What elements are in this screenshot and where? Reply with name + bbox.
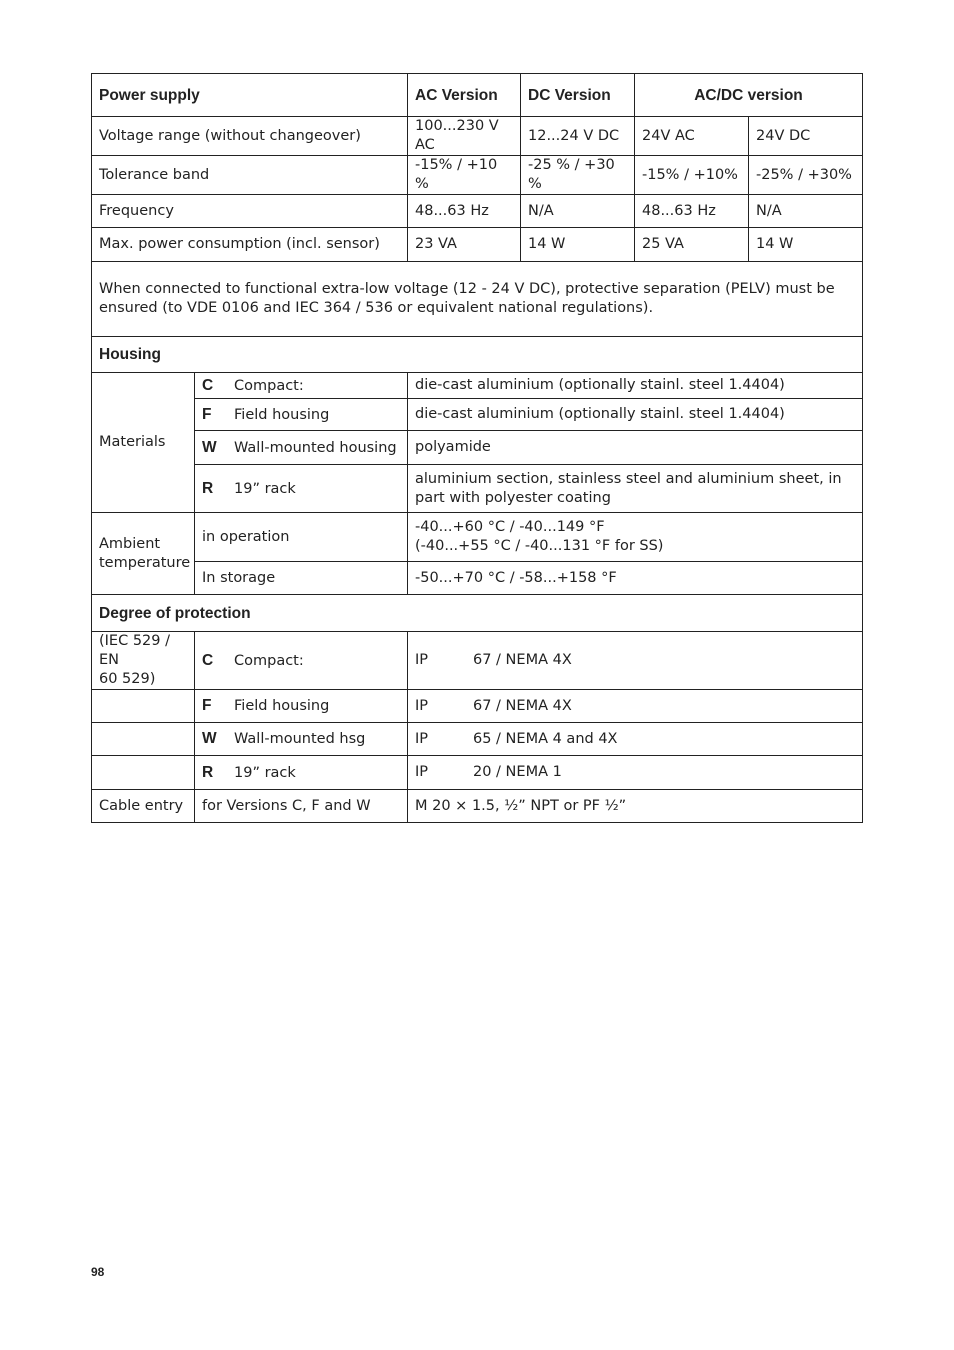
power-consumption-dc: 14 W: [521, 228, 635, 262]
voltage-range-acdc-dc: 24V DC: [749, 117, 863, 156]
rating: 20 / NEMA 1: [473, 764, 562, 780]
ip-label: IP: [415, 764, 429, 780]
material-value-wall: polyamide: [408, 431, 863, 465]
ip-label: IP: [415, 652, 429, 668]
table-row: [92, 373, 863, 399]
protection-type-compact: [195, 632, 408, 690]
frequency-acdc-dc: N/A: [749, 195, 863, 228]
housing-header-row: [92, 337, 863, 373]
table-row: [92, 228, 863, 262]
code-f: F: [202, 405, 212, 423]
storage-label: In storage: [195, 562, 408, 595]
pelv-note-line-1: When connected to functional extra-low voltage (12 - 24 V DC), protective separation (PELV) must be: [99, 281, 835, 297]
specifications-table: [91, 73, 863, 823]
material-type-wall: [195, 431, 408, 465]
protection-standard: [92, 632, 195, 690]
pelv-note-line-2: ensured (to VDE 0106 and IEC 364 / 536 or equivalent national regulations).: [99, 300, 654, 316]
ambient-temperature-label: [92, 513, 195, 595]
table-row: [92, 513, 863, 562]
code-w: W: [202, 730, 217, 747]
type-name: Field housing: [234, 406, 330, 423]
table-row: [92, 399, 863, 431]
type-name: 19ˮ rack: [234, 764, 296, 781]
empty-cell: [92, 756, 195, 790]
ip-label: IP: [415, 697, 429, 714]
protection-value-compact: [408, 632, 863, 690]
power-consumption-acdc-dc: 14 W: [749, 228, 863, 262]
code-r: R: [202, 479, 214, 497]
table-row: [92, 790, 863, 823]
protection-value-wall: [408, 723, 863, 756]
code-c: C: [202, 376, 214, 394]
protection-value-rack: [408, 756, 863, 790]
cable-entry-value: M 20 × 1.5, ½ˮ NPT or PF ½ˮ: [408, 790, 863, 823]
power-supply-header-row: [92, 74, 863, 117]
material-value-rack: [408, 465, 863, 513]
material-type-field: [195, 399, 408, 431]
material-type-compact: [195, 373, 408, 399]
empty-cell: [92, 723, 195, 756]
tolerance-band-ac: -15% / +10 %: [408, 156, 521, 195]
rating: 65 / NEMA 4 and 4X: [473, 730, 618, 747]
type-name: Compact:: [234, 377, 304, 394]
ac-version-header: AC Version: [408, 74, 521, 117]
value-line-2: part with polyester coating: [415, 489, 611, 506]
dc-version-header: DC Version: [521, 74, 635, 117]
frequency-ac: 48...63 Hz: [408, 195, 521, 228]
table-row: [92, 632, 863, 690]
table-row: [92, 465, 863, 513]
tolerance-band-acdc-ac: -15% / +10%: [635, 156, 749, 195]
voltage-range-label: Voltage range (without changeover): [92, 117, 408, 156]
protection-type-field: [195, 690, 408, 723]
rating: 67 / NEMA 4X: [473, 697, 572, 714]
page-number: 98: [91, 1265, 105, 1279]
operation-label: in operation: [195, 513, 408, 562]
type-name: Compact:: [234, 652, 304, 669]
tolerance-band-label: Tolerance band: [92, 156, 408, 195]
value-line-1: aluminium section, stainless steel and aluminium sheet, in: [415, 470, 842, 487]
value-line-2: (-40...+55 °C / -40...131 °F for SS): [415, 538, 664, 554]
table-row: [92, 690, 863, 723]
code-r: R: [202, 763, 214, 781]
table-row: [92, 756, 863, 790]
rating: 67 / NEMA 4X: [473, 652, 572, 668]
type-name: Wall-mounted hsg: [234, 731, 366, 747]
material-value-compact: die-cast aluminium (optionally stainl. steel 1.4404): [408, 373, 863, 399]
table-row: [92, 156, 863, 195]
type-name: Wall-mounted housing: [234, 439, 397, 456]
table-row: [92, 117, 863, 156]
voltage-range-ac: 100...230 V AC: [408, 117, 521, 156]
table-row: [92, 562, 863, 595]
label-line-2: temperature: [99, 554, 191, 571]
material-type-rack: [195, 465, 408, 513]
standard-line-2: 60 529): [99, 671, 156, 687]
power-consumption-ac: 23 VA: [408, 228, 521, 262]
type-name: 19ˮ rack: [234, 480, 296, 497]
acdc-version-header: AC/DC version: [635, 74, 863, 117]
protection-header-row: [92, 595, 863, 632]
table-row: [92, 431, 863, 465]
materials-label: Materials: [92, 373, 195, 513]
code-f: F: [202, 697, 212, 714]
code-c: C: [202, 651, 214, 669]
protection-title: Degree of protection: [92, 595, 863, 632]
table-row: [92, 195, 863, 228]
type-name: Field housing: [234, 698, 330, 714]
standard-line-1: (IEC 529 / EN: [99, 633, 170, 668]
frequency-acdc-ac: 48...63 Hz: [635, 195, 749, 228]
storage-value: -50...+70 °C / -58...+158 °F: [408, 562, 863, 595]
value-line-1: -40...+60 °C / -40...149 °F: [415, 519, 605, 535]
pelv-note: [92, 262, 863, 337]
label-line-1: Ambient: [99, 535, 161, 552]
tolerance-band-dc: -25 % / +30 %: [521, 156, 635, 195]
voltage-range-dc: 12...24 V DC: [521, 117, 635, 156]
protection-value-field: [408, 690, 863, 723]
power-consumption-label: Max. power consumption (incl. sensor): [92, 228, 408, 262]
code-w: W: [202, 438, 217, 456]
voltage-range-acdc-ac: 24V AC: [635, 117, 749, 156]
power-supply-title: Power supply: [92, 74, 408, 117]
protection-type-rack: [195, 756, 408, 790]
tolerance-band-acdc-dc: -25% / +30%: [749, 156, 863, 195]
frequency-label: Frequency: [92, 195, 408, 228]
cable-entry-versions: for Versions C, F and W: [195, 790, 408, 823]
ip-label: IP: [415, 730, 429, 747]
power-consumption-acdc-ac: 25 VA: [635, 228, 749, 262]
pelv-note-row: [92, 262, 863, 337]
operation-value: [408, 513, 863, 562]
cable-entry-label: Cable entry: [92, 790, 195, 823]
material-value-field: die-cast aluminium (optionally stainl. steel 1.4404): [408, 399, 863, 431]
protection-type-wall: [195, 723, 408, 756]
frequency-dc: N/A: [521, 195, 635, 228]
empty-cell: [92, 690, 195, 723]
table-row: [92, 723, 863, 756]
housing-title: Housing: [92, 337, 863, 373]
